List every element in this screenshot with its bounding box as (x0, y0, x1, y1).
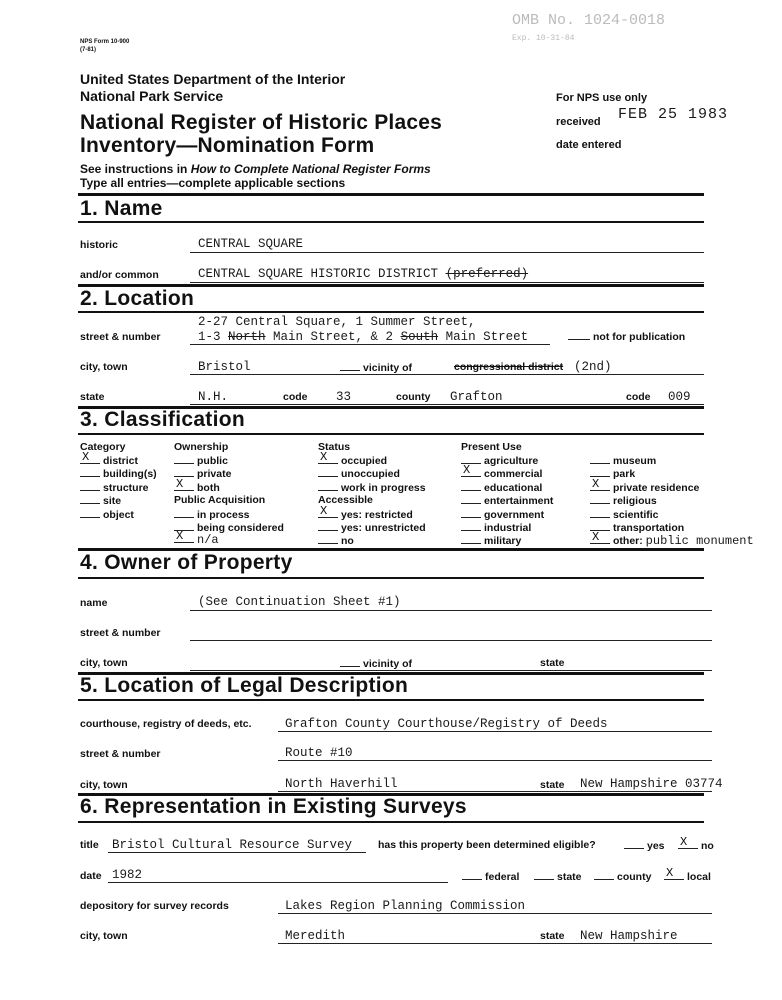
form-title-line1: National Register of Historic Places (80, 111, 442, 134)
survey-local[interactable]: X local (666, 866, 711, 883)
present-use-heading: Present Use (461, 441, 522, 453)
nps-use-label: For NPS use only (556, 92, 648, 104)
use-educational[interactable]: educational (461, 481, 542, 494)
not-for-publication: not for publication (568, 330, 685, 343)
city-label: city, town (80, 361, 128, 373)
survey-title-label: title (80, 839, 99, 851)
instructions-line1: See instructions in How to Complete National Register Forms (80, 162, 431, 176)
omb-stamp: OMB No. 1024-0018 (512, 12, 666, 29)
legal-city-label: city, town (80, 779, 128, 791)
survey-state[interactable]: state (534, 870, 582, 883)
legal-city-value: North Haverhill (285, 777, 398, 791)
eligible-no[interactable]: X no (680, 835, 714, 852)
public-acquisition-heading: Public Acquisition (174, 494, 266, 506)
section-4-title: 4. Owner of Property (80, 551, 293, 574)
use-agriculture[interactable]: agriculture (461, 454, 538, 467)
street-label: street & number (80, 331, 161, 343)
survey-county[interactable]: county (594, 870, 651, 883)
category-heading: Category (80, 441, 126, 453)
common-name-value: CENTRAL SQUARE HISTORIC DISTRICT (preferred) (198, 267, 529, 281)
section-rule (78, 821, 704, 823)
courthouse-value: Grafton County Courthouse/Registry of Deeds (285, 717, 608, 731)
section-rule (78, 577, 704, 579)
use-religious[interactable]: religious (590, 494, 657, 507)
state-code-value: 33 (336, 390, 352, 404)
received-label: received (556, 116, 601, 128)
accessible-heading: Accessible (318, 494, 373, 506)
section-6-title: 6. Representation in Existing Surveys (80, 795, 467, 818)
entry-line (278, 913, 712, 914)
section-5-title: 5. Location of Legal Description (80, 674, 409, 697)
entry-line (108, 852, 366, 853)
use-scientific[interactable]: scientific (590, 508, 659, 521)
ownership-both[interactable]: X both (176, 477, 220, 494)
city-value: Bristol (198, 360, 251, 374)
category-structure[interactable]: structure (80, 481, 149, 494)
depository-label: depository for survey records (80, 900, 229, 912)
accessible-yes-unrestricted[interactable]: yes: unrestricted (318, 521, 426, 534)
use-entertainment[interactable]: entertainment (461, 494, 553, 507)
legal-state-value: New Hampshire 03774 (580, 777, 723, 791)
owner-city-label: city, town (80, 657, 128, 669)
section-3-title: 3. Classification (80, 408, 245, 431)
instructions-line2: Type all entries—complete applicable sections (80, 176, 346, 190)
entry-line (190, 404, 704, 405)
category-object[interactable]: object (80, 508, 134, 521)
form-date: (7-81) (80, 47, 97, 53)
use-military[interactable]: military (461, 534, 521, 547)
omb-stamp-sub: Exp. 10-31-84 (512, 34, 575, 43)
congressional-district-label: congressional district (454, 361, 564, 373)
county-code-value: 009 (668, 390, 691, 404)
entry-line (278, 760, 712, 761)
entry-line (108, 882, 448, 883)
section-rule (78, 221, 704, 223)
accessible-yes-restricted[interactable]: X yes: restricted (320, 504, 413, 521)
historic-label: historic (80, 239, 118, 251)
category-district[interactable]: X district (82, 450, 139, 467)
owner-vicinity-label: vicinity of (340, 657, 412, 670)
entry-line (190, 610, 712, 611)
status-occupied[interactable]: X occupied (320, 450, 388, 467)
eligible-question: has this property been determined eligible? (378, 839, 596, 851)
survey-state-label: state (540, 930, 565, 942)
common-name-label: and/or common (80, 269, 159, 281)
code-label: code (283, 391, 308, 403)
survey-title-value: Bristol Cultural Resource Survey (112, 838, 353, 852)
section-rule (78, 433, 704, 435)
service-name: National Park Service (80, 88, 224, 104)
section-1-title: 1. Name (80, 197, 163, 220)
congressional-district-value: (2nd) (574, 360, 612, 374)
owner-name-value: (See Continuation Sheet #1) (198, 595, 401, 609)
eligible-yes[interactable]: yes (624, 839, 665, 852)
received-stamp-date: FEB 25 1983 (618, 106, 729, 123)
category-buildings[interactable]: building(s) (80, 467, 157, 480)
depository-value: Lakes Region Planning Commission (285, 899, 526, 913)
form-number: NPS Form 10-900 (80, 39, 130, 45)
owner-street-label: street & number (80, 627, 161, 639)
section-rule (78, 311, 704, 313)
state-label: state (80, 391, 105, 403)
section-rule (78, 699, 704, 701)
legal-street-value: Route #10 (285, 746, 353, 760)
use-other[interactable]: X other: public monument (592, 530, 754, 548)
county-value: Grafton (450, 390, 503, 404)
ownership-public[interactable]: public (174, 454, 228, 467)
acquisition-being-considered[interactable]: being considered (174, 521, 284, 534)
use-transportation[interactable]: transportation (590, 521, 684, 534)
entry-line (278, 791, 712, 792)
date-entered-label: date entered (556, 139, 622, 151)
historic-name-value: CENTRAL SQUARE (198, 237, 304, 251)
accessible-no[interactable]: no (318, 534, 354, 547)
acquisition-in-process[interactable]: in process (174, 508, 250, 521)
form-title-line2: Inventory—Nomination Form (80, 134, 375, 157)
use-museum[interactable]: museum (590, 454, 656, 467)
survey-city-value: Meredith (285, 929, 346, 943)
courthouse-label: courthouse, registry of deeds, etc. (80, 718, 252, 730)
use-private-residence[interactable]: X private residence (592, 477, 700, 494)
use-commercial[interactable]: X commercial (463, 463, 543, 480)
county-label: county (396, 391, 431, 403)
vicinity-label: vicinity of (340, 361, 412, 374)
category-site[interactable]: site (80, 494, 121, 507)
use-government[interactable]: government (461, 508, 544, 521)
survey-city-label: city, town (80, 930, 128, 942)
entry-line (190, 344, 550, 345)
survey-federal[interactable]: federal (462, 870, 519, 883)
section-2-title: 2. Location (80, 287, 195, 310)
survey-date-value: 1982 (112, 868, 143, 882)
owner-name-label: name (80, 597, 108, 609)
entry-line (278, 943, 712, 944)
entry-line (190, 252, 704, 253)
entry-line (278, 731, 712, 732)
ownership-heading: Ownership (174, 441, 229, 453)
survey-state-value: New Hampshire (580, 929, 678, 943)
entry-line (190, 374, 704, 375)
street-line-2: 1-3 North Main Street, & 2 South Main Street (198, 330, 529, 344)
entry-line (190, 282, 704, 283)
entry-line (190, 670, 712, 671)
legal-street-label: street & number (80, 748, 161, 760)
owner-state-label: state (540, 657, 565, 669)
acquisition-na[interactable]: X n/a (176, 529, 219, 547)
use-park[interactable]: park (590, 467, 635, 480)
status-unoccupied[interactable]: unoccupied (318, 467, 400, 480)
state-value: N.H. (198, 390, 229, 404)
status-heading: Status (318, 441, 351, 453)
department-name: United States Department of the Interior (80, 71, 346, 87)
street-line-1: 2-27 Central Square, 1 Summer Street, (198, 315, 476, 329)
legal-state-label: state (540, 779, 565, 791)
entry-line (190, 640, 712, 641)
county-code-label: code (626, 391, 651, 403)
use-industrial[interactable]: industrial (461, 521, 531, 534)
section-rule (78, 193, 704, 196)
status-work-in-progress[interactable]: work in progress (318, 481, 426, 494)
survey-date-label: date (80, 870, 102, 882)
ownership-private[interactable]: private (174, 467, 231, 480)
